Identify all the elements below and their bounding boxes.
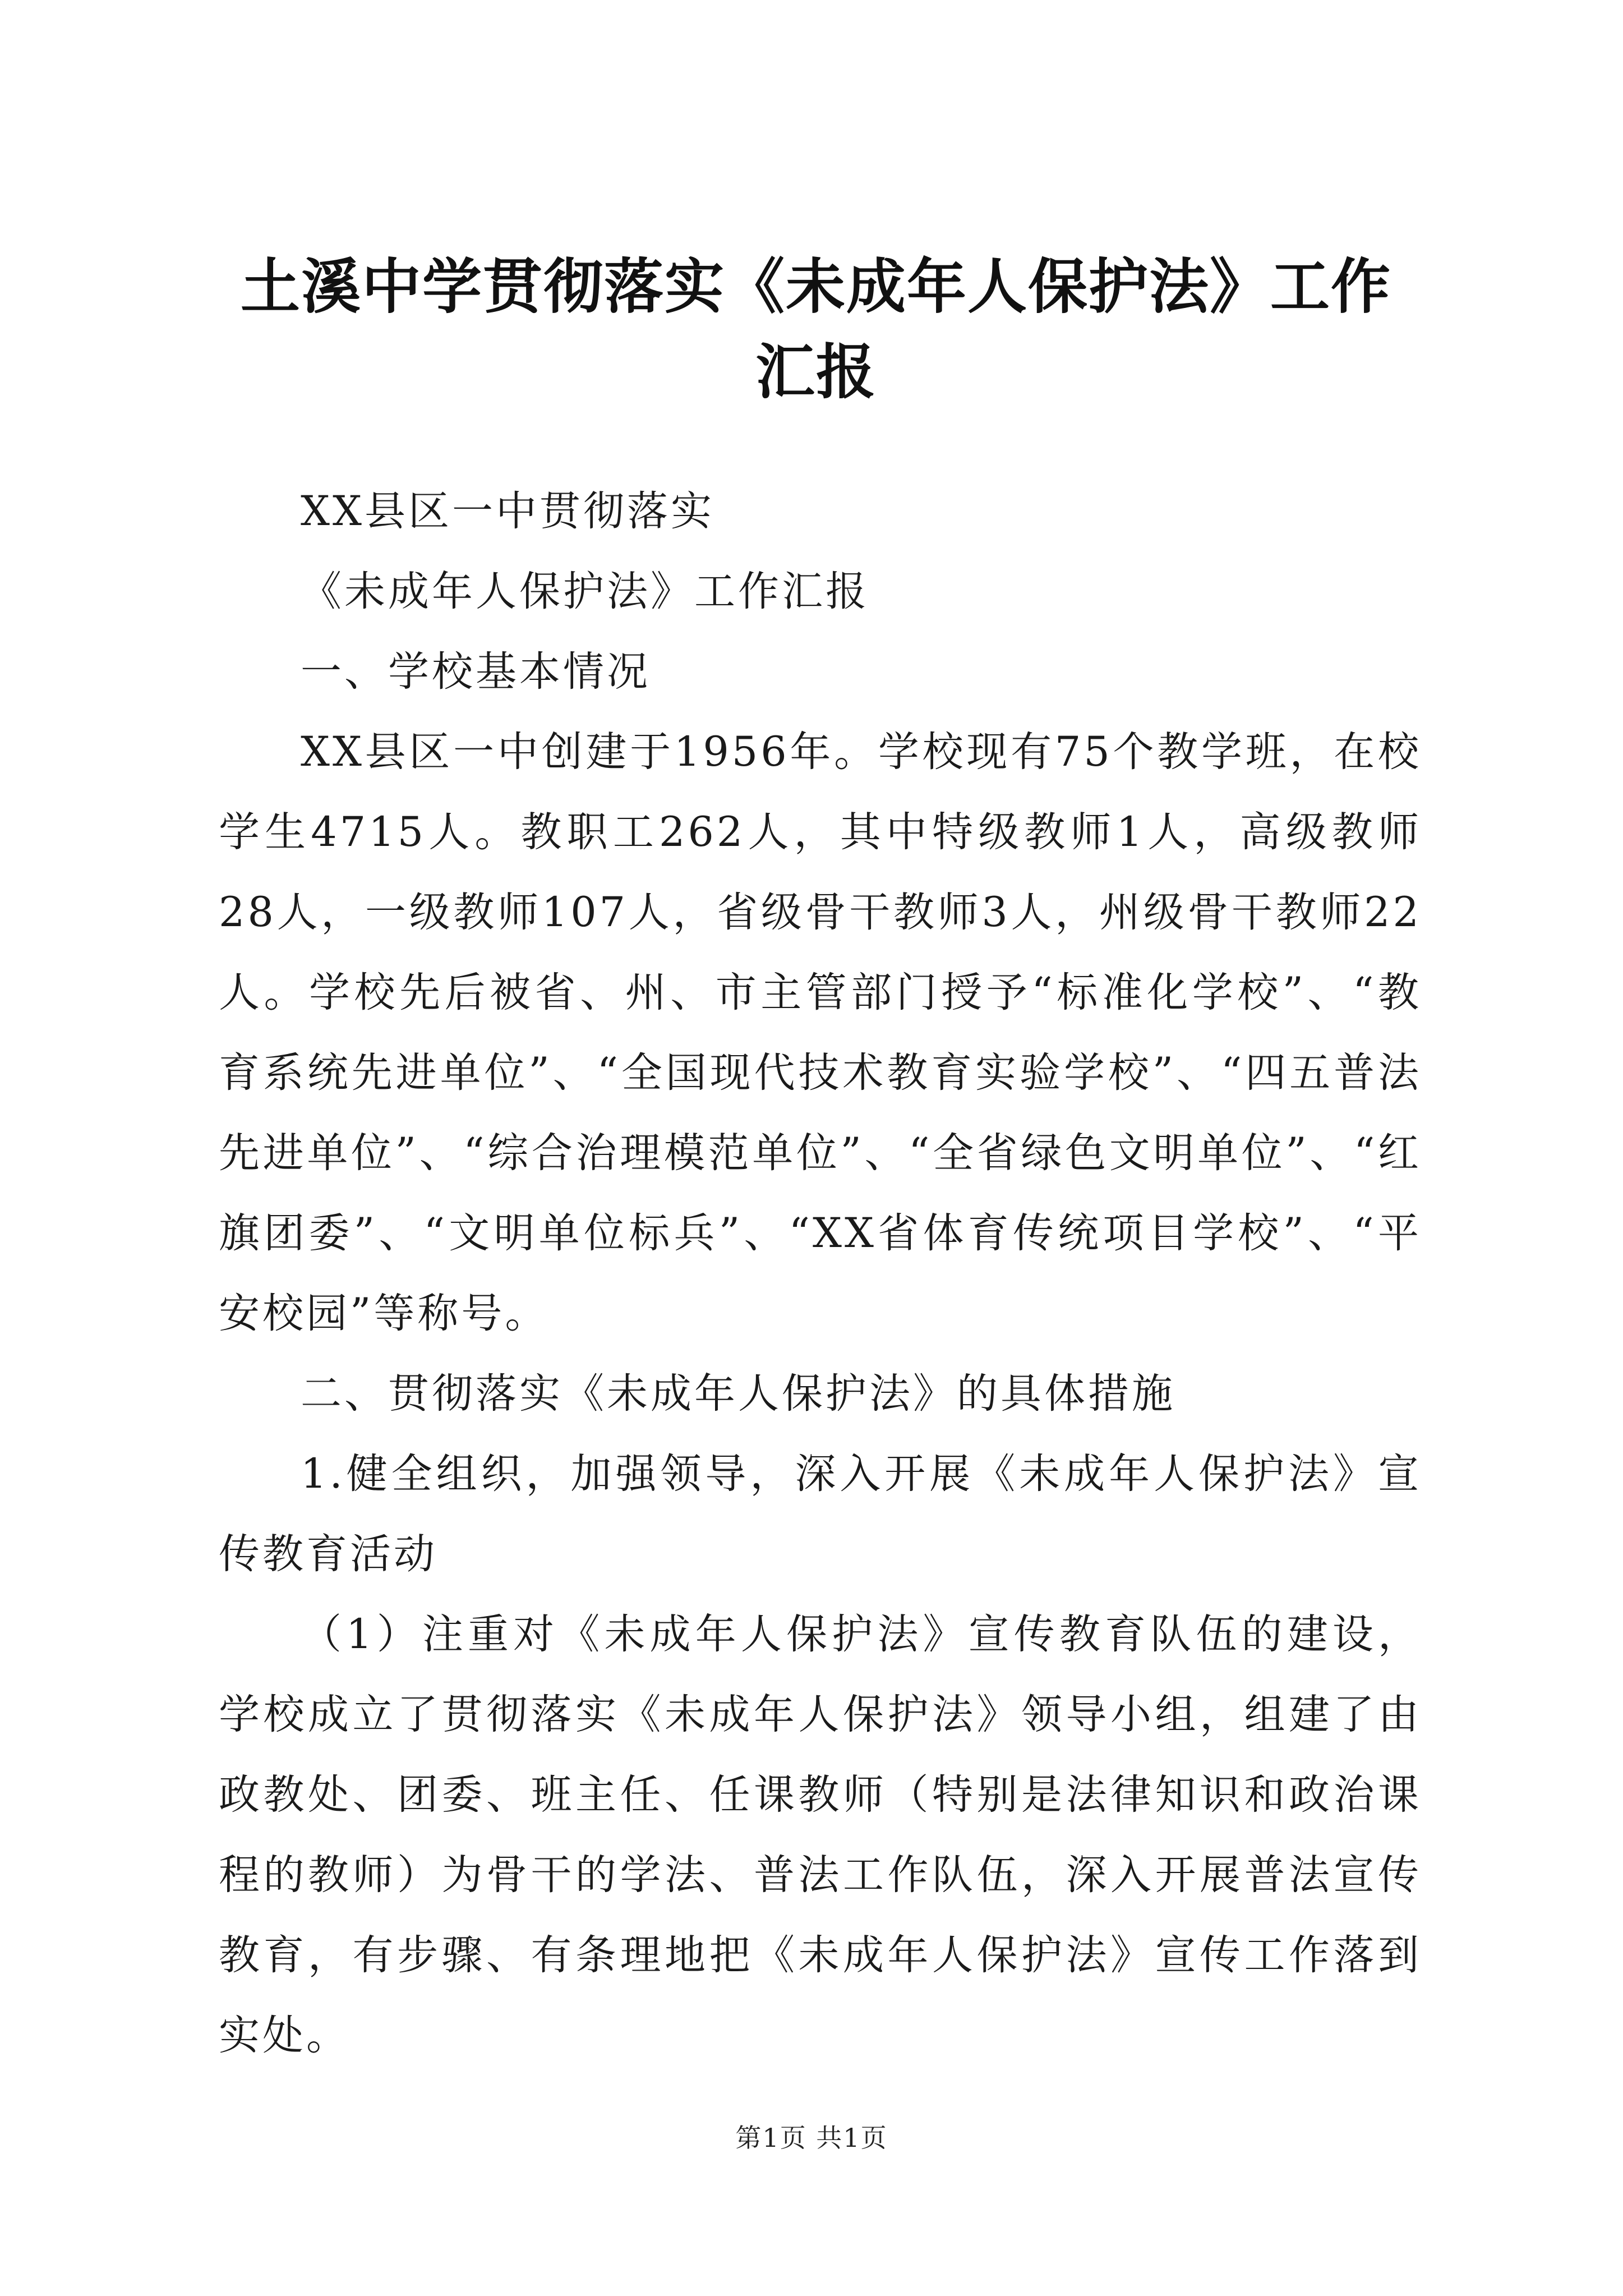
document-title: 土溪中学贯彻落实《未成年人保护法》工作汇报	[241, 251, 1391, 407]
subheading-organization: 1.健全组织，加强领导，深入开展《未成年人保护法》宣传教育活动	[219, 1450, 1422, 1578]
paragraph-school-line: XX县区一中贯彻落实	[301, 487, 714, 535]
paragraph-school-overview: XX县区一中创建于1956年。学校现有75个教学班，在校学生4715人。教职工262人，其中特级教师1人，高级教师28人，一级教师107人，省级骨干教师3人，州级骨干教师22人。学校先后被省、州、市主管部门授予“标准化学校”、“教育系统先进单位”、“全国现代技术教育实验学校”、“四五普法先进单位”、“综合治理模范单位”、“全省绿色文明单位”、“红旗团委”、“文明单位标兵”、“XX省体育传统项目学校”、“平安校园”等称号。	[219, 728, 1422, 1337]
paragraph-report-line: 《未成年人保护法》工作汇报	[301, 568, 869, 615]
section-heading-measures: 二、贯彻落实《未成年人保护法》的具体措施	[301, 1370, 1175, 1418]
paragraph-team-building: （1）注重对《未成年人保护法》宣传教育队伍的建设，学校成立了贯彻落实《未成年人保护法》领导小组，组建了由政教处、团委、班主任、任课教师（特别是法律知识和政治课程的教师）为骨干的学法、普法工作队伍，深入开展普法宣传教育，有步骤、有条理地把《未成年人保护法》宣传工作落到实处。	[219, 1611, 1422, 2059]
document-body	[219, 471, 1422, 2076]
section-heading-basic-info: 一、学校基本情况	[301, 648, 651, 696]
page-footer: 第1页 共1页	[735, 2123, 888, 2153]
